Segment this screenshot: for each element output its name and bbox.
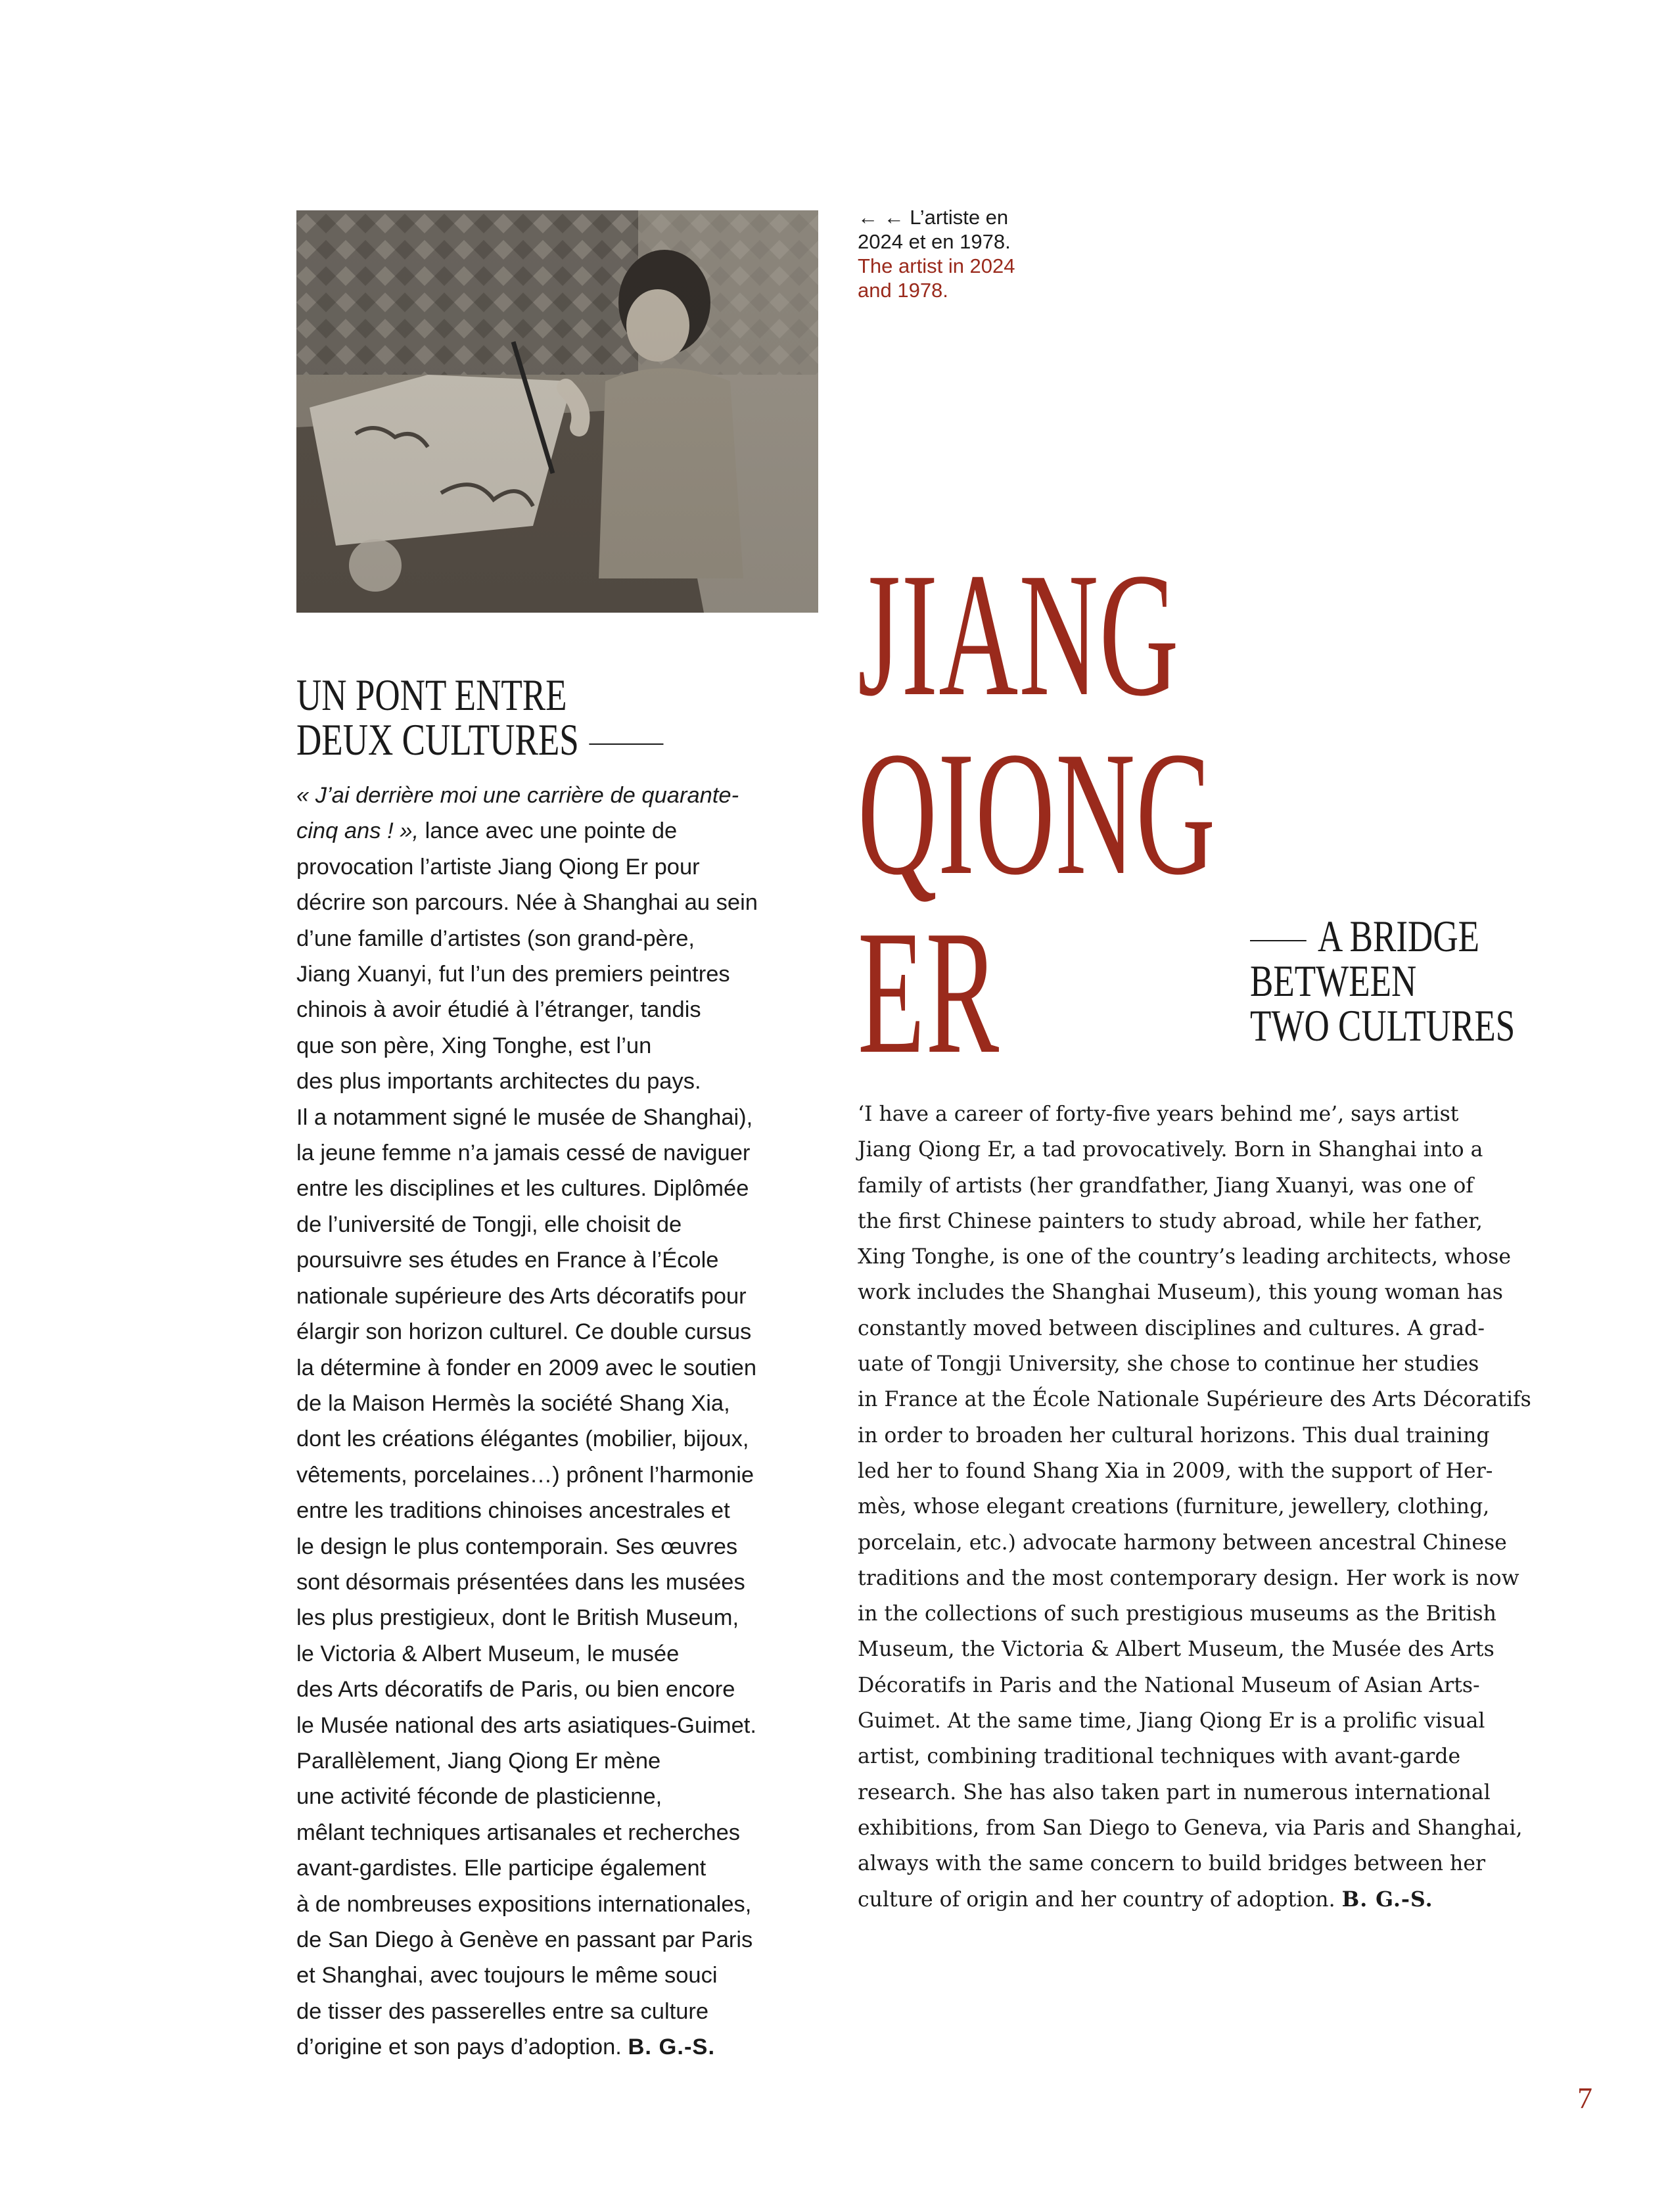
english-article-body (858, 1096, 1581, 1918)
english-heading (1250, 911, 1537, 1050)
english-body-text: ‘I have a career of forty-five years behind me’, says artist Jiang Qiong Er, a tad provocatively. Born in Shanghai into a family of artists (her grandfather, Jiang Xuanyi, was one of the first Chinese painters to study abroad, while her father, Xing Tonghe, is one of the country’s leading architects, whose work includes the Shanghai Museum), this young woman has constantly moved between disciplines and cultures. A grad- uate of Tongji University, she chose to continue her studies in France at the École Nationale Supérieure des Arts Décoratifs in order to broaden her cultural horizons. This dual training led her to found Shang Xia in 2009, with the support of Her- mès, whose elegant creations (furniture, jewellery, clothing, porcelain, etc.) advocate harmony between ancestral Chinese traditions and the most contemporary design. Her work is now in the collections of such prestigious museums as the British Museum, the Victoria & Albert Museum, the Musée des Arts Décoratifs in Paris and the National Museum of Asian Arts- Guimet. At the same time, Jiang Qiong Er is a prolific visual artist, combining traditional techniques with avant-garde research. She has also taken part in numerous international exhibitions, from San Diego to Geneva, via Paris and Shanghai, always with the same concern to build bridges between her culture of origin and her country of adoption. (858, 1102, 1531, 1912)
english-heading-line-2: BETWEEN (1250, 956, 1417, 1006)
photo-child-painting-icon (296, 210, 818, 613)
photo-caption (858, 205, 1081, 302)
french-signature: B. G.-S. (628, 2035, 716, 2060)
caption-english: The artist in 2024 and 1978. (858, 254, 1015, 302)
title-line-1: JIANG (858, 536, 1180, 733)
french-heading-line-2: DEUX CULTURES (296, 715, 579, 765)
caption-french: ← ← L’artiste en 2024 et en 1978. (858, 206, 1011, 253)
french-heading (296, 670, 655, 765)
heading-rule (589, 743, 663, 745)
french-heading-line-1: UN PONT ENTRE (296, 670, 567, 720)
page-number: 7 (1577, 2081, 1592, 2115)
title-line-3: ER (858, 894, 1000, 1091)
french-quote: « J’ai derrière moi une carrière de quarante- cinq ans ! », (296, 783, 739, 844)
english-heading-line-1: A BRIDGE (1317, 911, 1480, 961)
english-signature: B. G.-S. (1341, 1887, 1433, 1912)
artist-name-title (858, 536, 1216, 1091)
english-heading-line-3: TWO CULTURES (1250, 1000, 1516, 1050)
heading-rule (1250, 940, 1307, 941)
title-line-2: QIONG (858, 715, 1216, 912)
archival-photo (296, 210, 818, 613)
french-body-text: lance avec une pointe de provocation l’artiste Jiang Qiong Er pour décrire son parcours. Née à Shanghai au sein d’une famille d’artistes (son grand-père, Jiang Xuanyi, fut l’un des premiers peintres chinois à avoir étudié à l’étranger, tandis que son père, Xing Tonghe, est l’un des plus importants architectes du pays. Il a notamment signé le musée de Shanghai), la jeune femme n’a jamais cessé de naviguer entre les disciplines et les cultures. Diplômée de l’université de Tongji, elle choisit de poursuivre ses études en France à l’École nationale supérieure des Arts décoratifs pour élargir son horizon culturel. Ce double cursus la détermine à fonder en 2009 avec le soutien de la Maison Hermès la société Shang Xia, dont les créations élégantes (mobilier, bijoux, vêtements, porcelaines…) prônent l’harmonie entre les traditions chinoises ancestrales et le design le plus contemporain. Ses œuvres sont désormais présentées dans les musées les plus prestigieux, dont le British Museum, le Victoria & Albert Museum, le musée des Arts décoratifs de Paris, ou bien encore le Musée national des arts asiatiques-Guimet. Parallèlement, Jiang Qiong Er mène une activité féconde de plasticienne, mêlant techniques artisanales et recherches avant-gardistes. Elle participe également à de nombreuses expositions internationales, de San Diego à Genève en passant par Paris et Shanghai, avec toujours le même souci de tisser des passerelles entre sa culture d’origine et son pays d’adoption. (296, 818, 758, 2060)
french-article-body (296, 778, 822, 2065)
